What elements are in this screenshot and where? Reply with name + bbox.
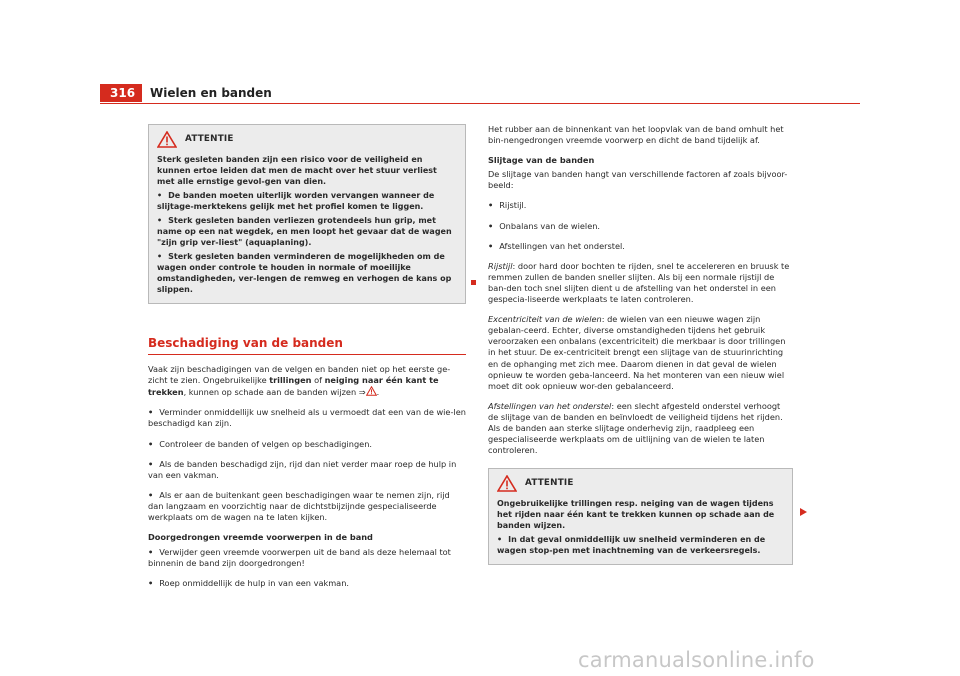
intro-bold-pulling: neiging naar één kant te trekken: [148, 375, 439, 398]
driving-style-label: Rijstijl: [488, 260, 513, 271]
list-item: • Verwijder geen vreemde voorwerpen uit de band als deze helemaal tot binnenin de band zijn doorgedrongen!: [148, 547, 466, 569]
warning-reference-icon[interactable]: [366, 386, 377, 396]
continue-arrow-icon[interactable]: [800, 508, 807, 516]
intro-text-post: , kunnen op schade aan de banden wijzen ⇒: [183, 387, 366, 398]
driving-style-text: : door hard door bochten te rijden, snel te accelereren en bruusk te remmen zullen de banden sneller slijten. Als bij een normale rijstijl de ban-den toch snel slijten dient u de afstelling van het onderstel in een gespecia-liseerde werkplaats te laten controleren.: [488, 260, 790, 305]
warning-body: [489, 496, 792, 556]
warning-triangle-icon: [157, 131, 177, 148]
list-item: • Rijstijl.: [488, 200, 793, 211]
damage-bullet-list: [148, 407, 466, 523]
warning-box-tires-worn: [148, 124, 466, 304]
wear-heading: Slijtage van de banden: [488, 155, 595, 166]
warning-triangle-icon: [497, 475, 517, 492]
header-rule: [100, 103, 860, 104]
warning-item: • Sterk gesleten banden verliezen grotendeels hun grip, met name op een nat wegdek, en men loopt het gevaar dat de wagen "zijn grip ver-liest" (aquaplaning).: [157, 215, 457, 248]
section-title: Beschadiging van de banden: [148, 338, 466, 355]
warning-title: ATTENTIE: [525, 478, 574, 489]
eccentricity-label: Excentriciteit van de wielen: [488, 314, 602, 325]
list-item: • Verminder onmiddellijk uw snelheid als u vermoedt dat een van de wie-len beschadigd kan zijn.: [148, 407, 466, 429]
chassis-label: Afstellingen van het onderstel: [488, 400, 612, 411]
list-item: • Controleer de banden of velgen op beschadigingen.: [148, 439, 466, 450]
driving-style-paragraph: [488, 261, 793, 305]
warning-item: • Sterk gesleten banden verminderen de mogelijkheden om de wagen onder controle te houden in normale of moeilijke omstandigheden, ver-lengen de remweg en verhogen de kans op slippen.: [157, 251, 457, 295]
list-item: • Als er aan de buitenkant geen beschadigingen waar te nemen zijn, rijd dan langzaam en voorzichtig naar de dichtstbijzijnde gespecialiseerde werkplaats om de wagen na te laten kijken.: [148, 490, 466, 523]
list-item: • Afstellingen van het onderstel.: [488, 241, 793, 252]
damage-intro: [148, 364, 466, 398]
intro-text-mid: of: [311, 375, 325, 386]
chapter-title: Wielen en banden: [150, 86, 272, 100]
intro-bold-vibrations: trillingen: [269, 375, 312, 386]
warning-title: ATTENTIE: [185, 133, 234, 144]
rubber-seal-text: Het rubber aan de binnenkant van het loopvlak van de band omhult het bin-nengedrongen vreemde voorwerp en dicht de band tijdelijk af.: [488, 124, 784, 146]
chassis-paragraph: [488, 401, 793, 456]
warning-item: • In dat geval onmiddellijk uw snelheid verminderen en de wagen stop-pen met inachtneming van de verkeersregels.: [497, 534, 784, 556]
right-column: [488, 124, 793, 565]
warning-list: [157, 190, 457, 295]
foreign-objects-list: [148, 547, 466, 589]
warning-header: [149, 125, 465, 152]
foreign-objects-heading: Doorgedrongen vreemde voorwerpen in de band: [148, 532, 373, 543]
chassis-text: : een slecht afgesteld onderstel verhoogt de slijtage van de banden en beïnvloedt de veiligheid tijdens het rijden. Als de banden aan sterke slijtage onderhevig zijn, raadpleeg een gespecialiseerde werkplaats om de uitlijning van de wielen te laten controleren.: [488, 400, 783, 456]
warning-intro: Ongebruikelijke trillingen resp. neiging van de wagen tijdens het rijden naar één kant te trekken kunnen op schade aan de banden wijzen.: [497, 499, 775, 531]
watermark: carmanualsonline.info: [578, 648, 815, 672]
warning-intro: Sterk gesleten banden zijn een risico voor de veiligheid en kunnen ertoe leiden dat men de macht over het stuur verliest met alle ernstige gevol-gen van dien.: [157, 155, 437, 186]
eccentricity-paragraph: [488, 314, 793, 392]
wear-intro: De slijtage van banden hangt van verschillende factoren af zoals bijvoor-beeld:: [488, 169, 788, 191]
warning-list: [497, 534, 784, 556]
page-number: 316: [100, 84, 142, 102]
left-column: [148, 124, 466, 590]
list-item: • Roep onmiddellijk de hulp in van een vakman.: [148, 578, 466, 589]
list-item: • Onbalans van de wielen.: [488, 221, 793, 232]
warning-item: • De banden moeten uiterlijk worden vervangen wanneer de slijtage-merktekens gelijk met het profiel komen te liggen.: [157, 190, 457, 212]
warning-header: [489, 469, 792, 496]
intro-text: Vaak zijn beschadigingen van de velgen en banden niet op het eerste ge-zicht te zien. Ongebruikelijke: [148, 364, 451, 386]
list-item: • Als de banden beschadigd zijn, rijd dan niet verder maar roep de hulp in van een vakman.: [148, 459, 466, 481]
warning-body: [149, 152, 465, 295]
section-end-marker: [471, 280, 476, 285]
eccentricity-text: : de wielen van een nieuwe wagen zijn gebalan-ceerd. Echter, diverse omstandigheden tijdens het gebruik veroorzaken een onbalans (excentriciteit) die merkbaar is door trillingen in het stuur. De ex-centriciteit brengt een slijtage van de stuurinrichting en de ophanging met zich mee. Daarom dienen in dat geval de wielen opnieuw te worden geba-lanceerd. Na het monteren van een nieuw wiel moet dit ook opnieuw wor-den gebalanceerd.: [488, 314, 786, 391]
intro-text-end: .: [376, 387, 380, 398]
warning-box-vibrations: [488, 468, 793, 565]
wear-factors-list: [488, 200, 793, 251]
